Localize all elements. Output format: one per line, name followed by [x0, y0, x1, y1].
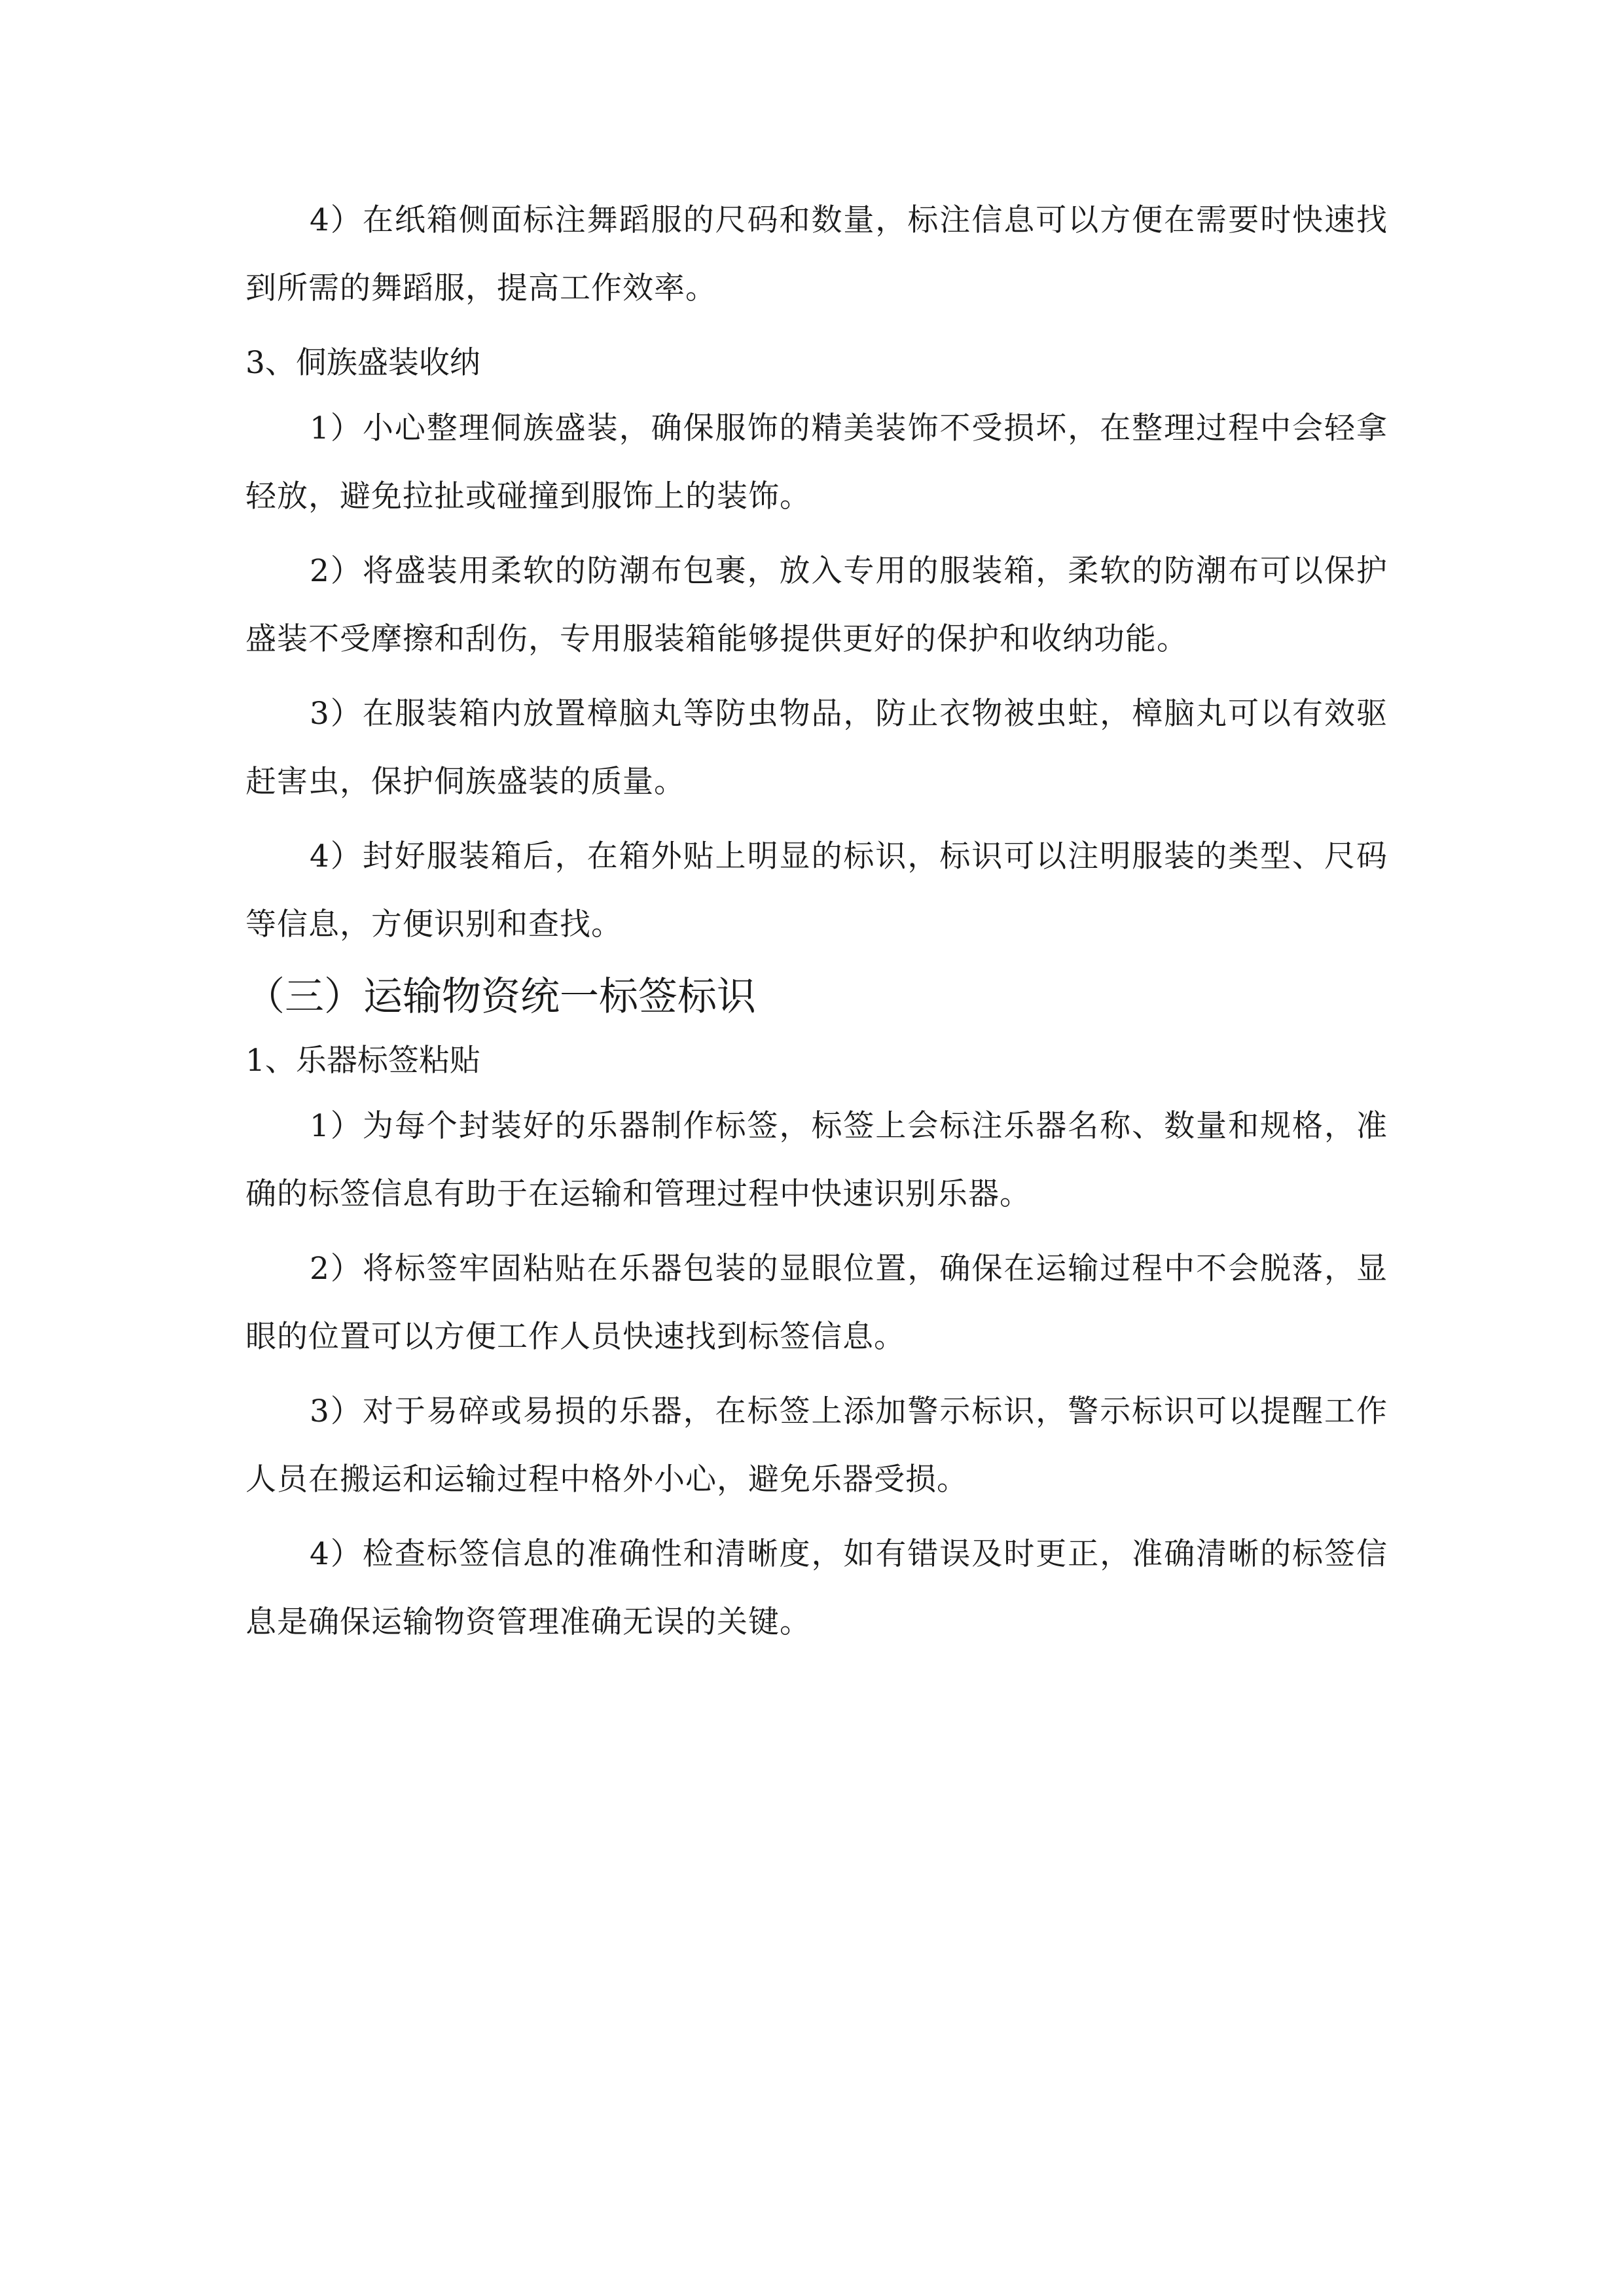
paragraph-dong-step-4: 4）封好服装箱后，在箱外贴上明显的标识，标识可以注明服装的类型、尺码等信息，方便识别和查找。: [245, 838, 1388, 942]
paragraph-dance-costume-label: 4）在纸箱侧面标注舞蹈服的尺码和数量，标注信息可以方便在需要时快速找到所需的舞蹈服，提高工作效率。: [245, 202, 1388, 306]
paragraph-instrument-step-3: 3）对于易碎或易损的乐器，在标签上添加警示标识，警示标识可以提醒工作人员在搬运和运输过程中格外小心，避免乐器受损。: [245, 1393, 1388, 1498]
paragraph-dong-step-2: 2）将盛装用柔软的防潮布包裹，放入专用的服装箱，柔软的防潮布可以保护盛装不受摩擦和刮伤，专用服装箱能够提供更好的保护和收纳功能。: [245, 553, 1388, 657]
paragraph-instrument-step-1: 1）为每个封装好的乐器制作标签，标签上会标注乐器名称、数量和规格，准确的标签信息有助于在运输和管理过程中快速识别乐器。: [245, 1108, 1388, 1212]
paragraph-dong-step-3: 3）在服装箱内放置樟脑丸等防虫物品，防止衣物被虫蛀，樟脑丸可以有效驱赶害虫，保护侗族盛装的质量。: [245, 696, 1388, 800]
paragraph-instrument-step-2: 2）将标签牢固粘贴在乐器包装的显眼位置，确保在运输过程中不会脱落，显眼的位置可以方便工作人员快速找到标签信息。: [245, 1251, 1388, 1355]
subheading-dong-costume-storage: 3、侗族盛装收纳: [245, 345, 480, 381]
section-heading-labeling: （三）运输物资统一标签标识: [245, 974, 756, 1020]
document-body: [245, 187, 1388, 1657]
paragraph-dong-step-1: 1）小心整理侗族盛装，确保服饰的精美装饰不受损坏，在整理过程中会轻拿轻放，避免拉扯或碰撞到服饰上的装饰。: [245, 410, 1388, 514]
subheading-instrument-labels: 1、乐器标签粘贴: [245, 1043, 480, 1079]
paragraph-instrument-step-4: 4）检查标签信息的准确性和清晰度，如有错误及时更正，准确清晰的标签信息是确保运输物资管理准确无误的关键。: [245, 1536, 1388, 1640]
